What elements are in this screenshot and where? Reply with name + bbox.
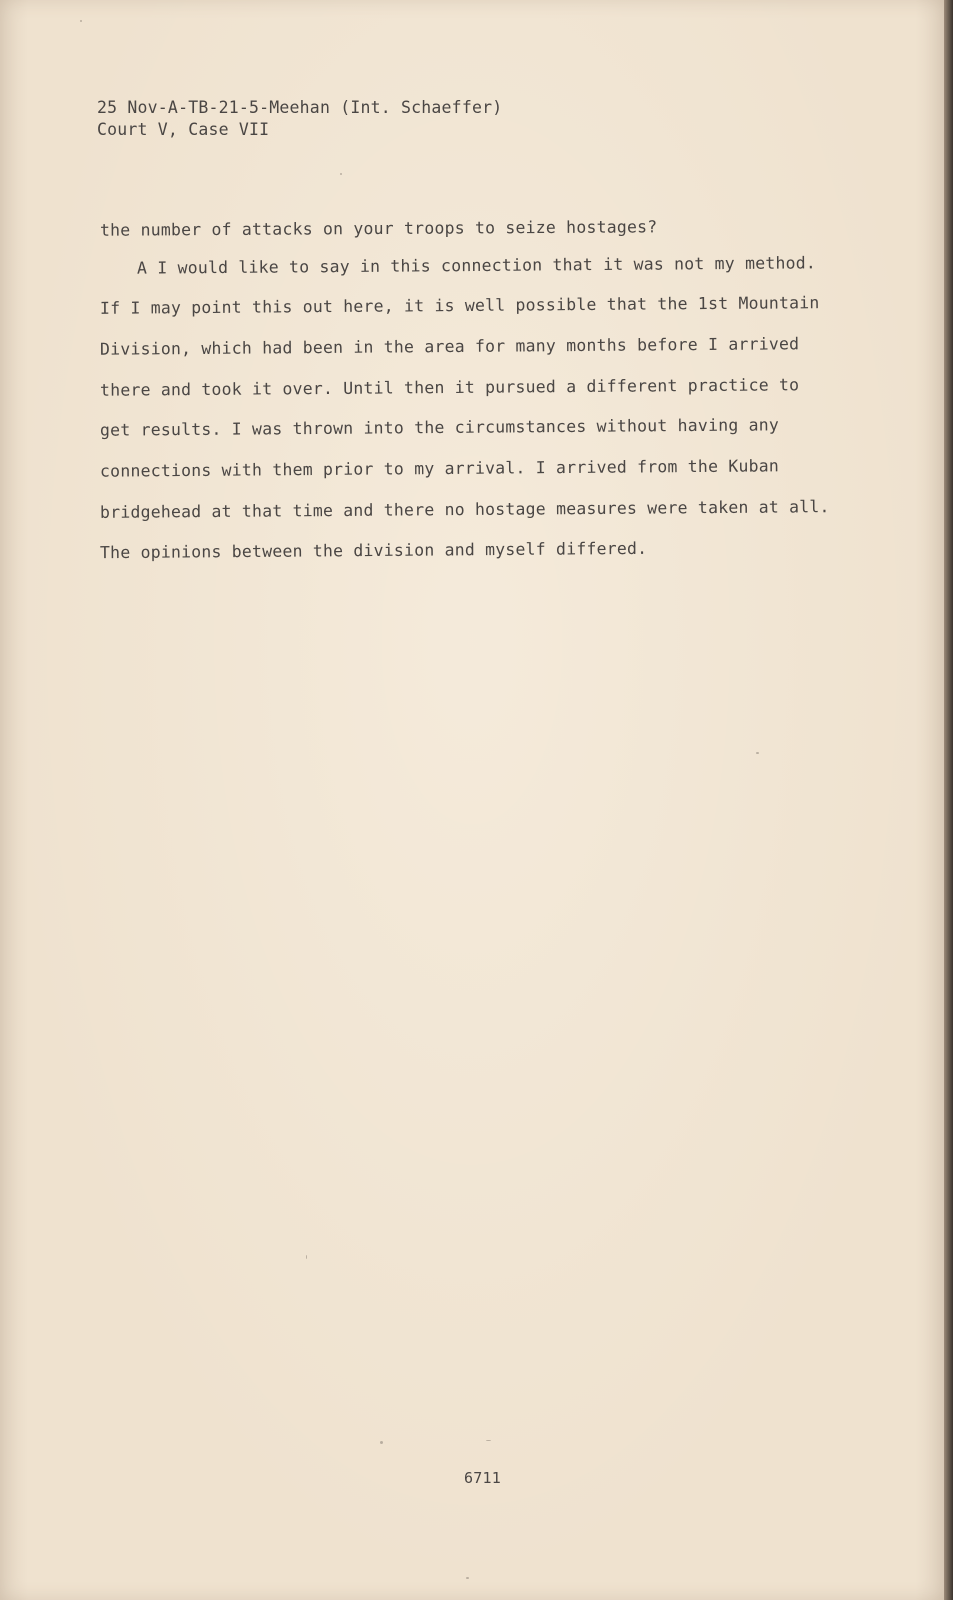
paper-speck xyxy=(380,1441,383,1444)
header-case-reference: 25 Nov-A-TB-21-5-Meehan (Int. Schaeffer) xyxy=(97,98,503,117)
body-line: bridgehead at that time and there no hostage measures were taken at all. xyxy=(99,497,830,522)
paper-speck xyxy=(756,752,759,754)
paper-speck xyxy=(306,1255,307,1259)
body-line: If I may point this out here, it is well possible that the 1st Mountain xyxy=(99,293,820,318)
body-line: The opinions between the division and myself differed. xyxy=(99,538,648,563)
body-line: A I would like to say in this connection that it was not my method. xyxy=(136,253,817,278)
body-line: get results. I was thrown into the circumstances without having any xyxy=(99,415,780,440)
body-line: Division, which had been in the area for many months before I arrived xyxy=(99,334,800,359)
header-court-case: Court V, Case VII xyxy=(97,120,270,139)
paper-speck xyxy=(340,173,342,175)
paper-speck xyxy=(80,20,82,22)
body-line: the number of attacks on your troops to seize hostages? xyxy=(99,217,658,240)
page-number: 6711 xyxy=(464,1469,501,1487)
paper-speck xyxy=(486,1440,491,1441)
body-line: there and took it over. Until then it pursued a different practice to xyxy=(99,375,800,400)
page-edge-shadow xyxy=(944,0,953,1600)
body-line: connections with them prior to my arrival. I arrived from the Kuban xyxy=(99,456,780,481)
paper-speck xyxy=(466,1577,469,1579)
